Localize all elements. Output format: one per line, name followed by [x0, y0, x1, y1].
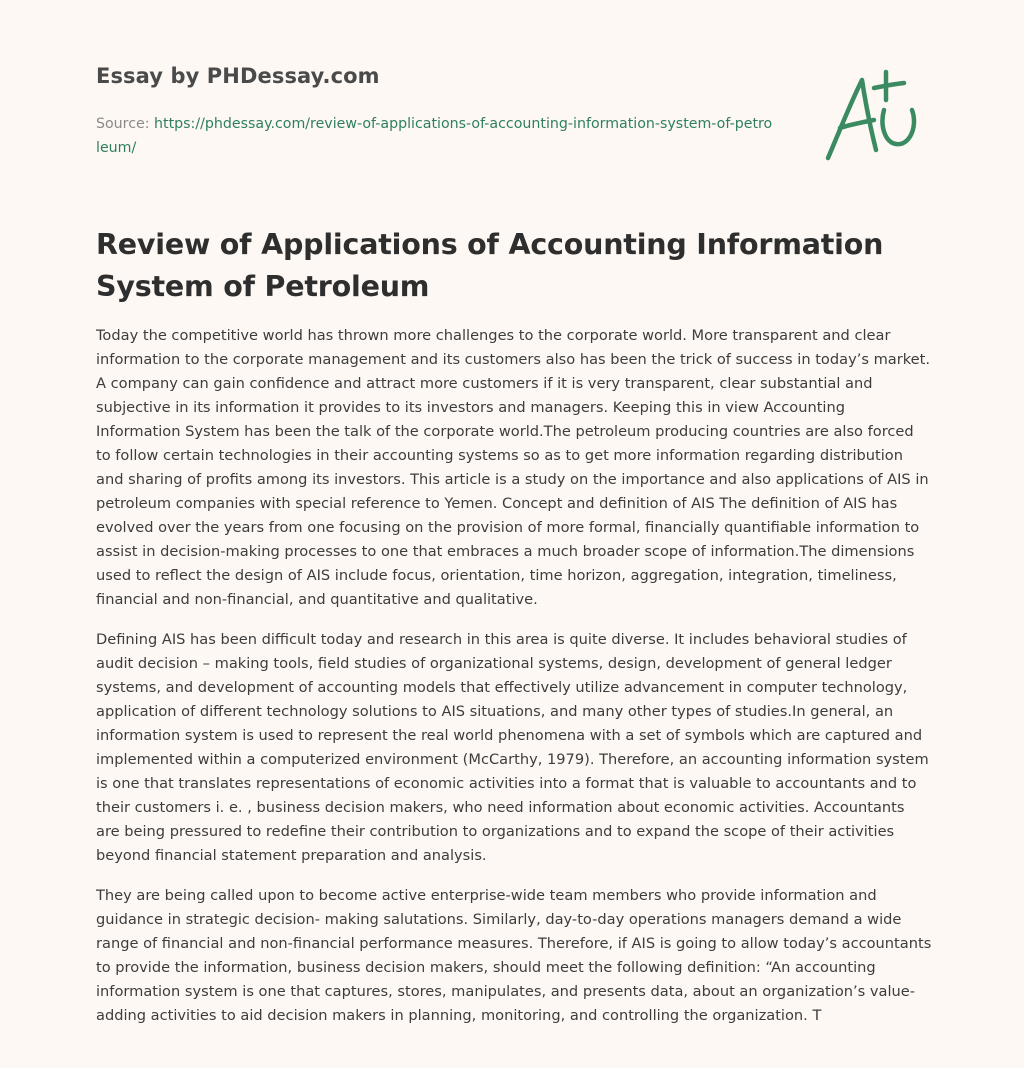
source-label: Source:: [96, 116, 155, 132]
a-plus-grade-icon: [818, 66, 930, 166]
source-link[interactable]: https://phdessay.com/review-of-applications-of-accounting-information-system-of-petroleum/: [96, 116, 773, 156]
logo-plus-horizontal: [874, 83, 904, 88]
article-paragraph: Today the competitive world has thrown more challenges to the corporate world. More transparent and clear information to the corporate management and its customers also has been the trick of success in today’s market. A company can gain confidence and attract more customers if it is very transparent, clear substantial and subjective in its information it provides to its investors and managers. Keeping this in view Accounting Information System has been the talk of the corporate world.The petroleum producing countries are also forced to follow certain technologies in their accounting systems so as to get more information regarding distribution and sharing of profits among its investors. This article is a study on the importance and also applications of AIS in petroleum companies with special reference to Yemen. Concept and definition of AIS The definition of AIS has evolved over the years from one focusing on the provision of more formal, financially quantifiable information to assist in decision-making processes to one that embraces a much broader scope of information.The dimensions used to reflect the design of AIS include focus, orientation, time horizon, aggregation, integration, timeliness, financial and non-financial, and quantitative and qualitative.: [96, 327, 931, 608]
article-body: [96, 324, 932, 1044]
site-title: Essay by PHDessay.com: [96, 64, 380, 88]
source-line: [96, 112, 776, 160]
logo-swoosh: [883, 110, 915, 144]
article-paragraph: Defining AIS has been difficult today and research in this area is quite diverse. It includes behavioral studies of audit decision – making tools, field studies of organizational systems, design, development of general ledger systems, and development of accounting models that effectively utilize advancement in computer technology, application of different technology solutions to AIS situations, and many other types of studies.In general, an information system is used to represent the real world phenomena with a set of symbols which are captured and implemented within a computerized environment (McCarthy, 1979). Therefore, an accounting information system is one that translates representations of economic activities into a format that is valuable to accountants and to their customers i. e. , business decision makers, who need information about economic activities. Accountants are being pressured to redefine their contribution to organizations and to expand the scope of their activities beyond financial statement preparation and analysis.: [96, 631, 929, 864]
article-paragraph: They are being called upon to become active enterprise-wide team members who provide information and guidance in strategic decision- making salutations. Similarly, day-to-day operations managers demand a wide range of financial and non-financial performance measures. Therefore, if AIS is going to allow today’s accountants to provide the information, business decision makers, should meet the following definition: “An accounting information system is one that captures, stores, manipulates, and presents data, about an organization’s value-adding activities to aid decision makers in planning, monitoring, and controlling the organization. T: [96, 887, 932, 1024]
article-title: Review of Applications of Accounting Information System of Petroleum: [96, 228, 884, 303]
